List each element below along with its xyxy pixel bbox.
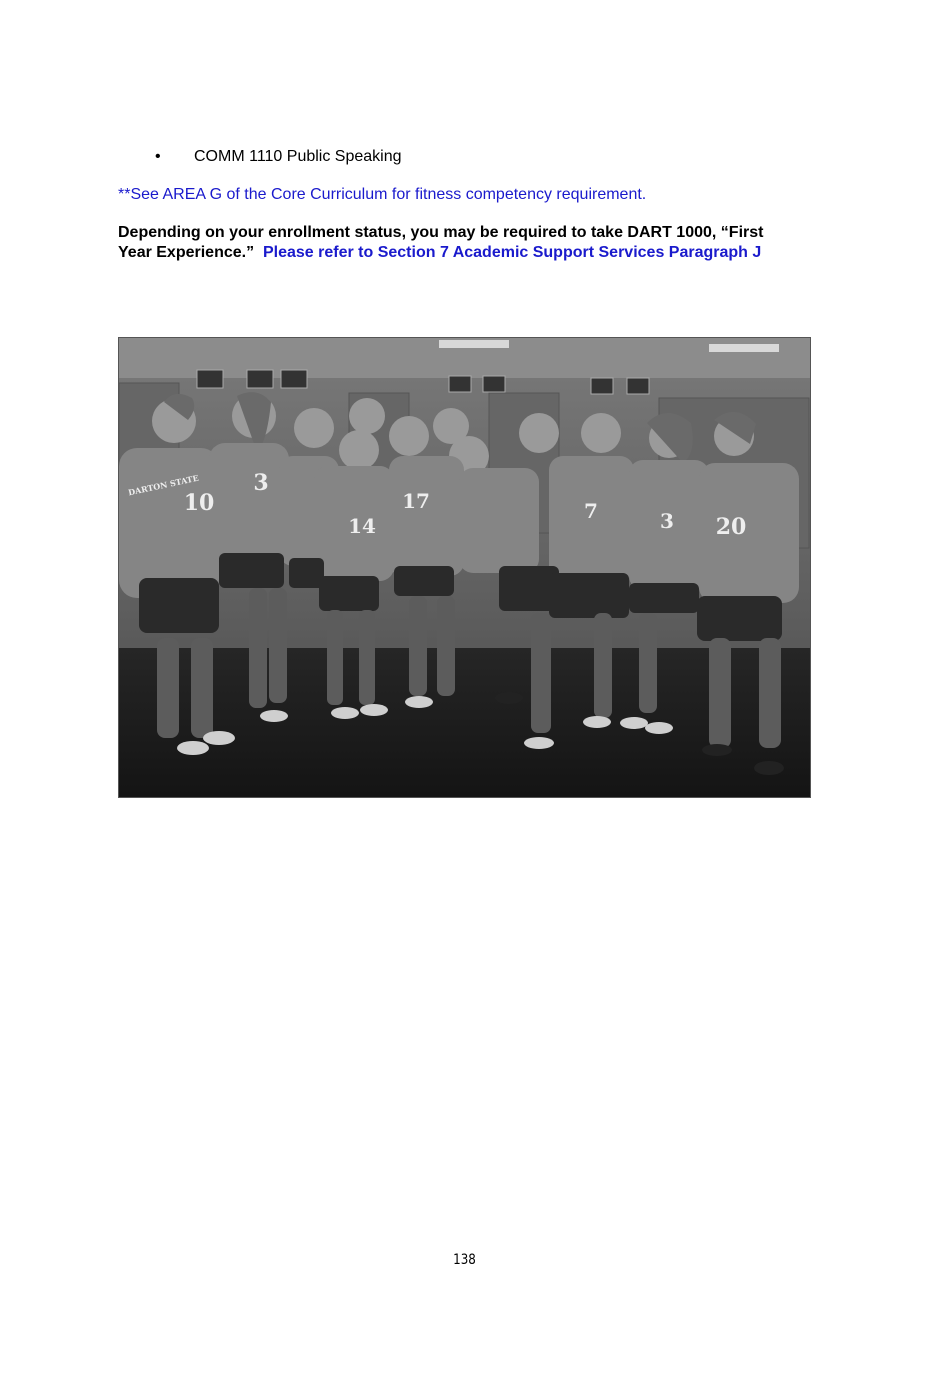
section-reference: Please refer to Section 7 Academic Support Services Paragraph J — [262, 244, 762, 261]
paragraph-line-2 — [118, 243, 818, 263]
team-photo-image — [119, 338, 810, 797]
paragraph-line-2-text: Year Experience.” — [118, 244, 255, 261]
jersey-number-1: 10 — [183, 490, 215, 516]
jersey-label-1: DARTON STATE — [127, 472, 200, 498]
team-photo — [118, 337, 811, 798]
jersey-number-5: 7 — [584, 499, 598, 523]
jersey-number-7: 20 — [715, 514, 747, 540]
bullet-item-text: COMM 1110 Public Speaking — [194, 148, 402, 165]
jersey-number-6: 3 — [660, 509, 674, 533]
bullet-marker: • — [155, 148, 161, 165]
floor — [119, 648, 810, 797]
bullet-item — [155, 147, 402, 167]
enrollment-paragraph — [118, 223, 818, 263]
fitness-note: **See AREA G of the Core Curriculum for fitness competency requirement. — [118, 186, 647, 203]
jersey-number-3: 14 — [348, 514, 376, 538]
jersey-number-2: 3 — [253, 470, 269, 496]
page-number: 138 — [453, 1252, 476, 1268]
paragraph-line-1: Depending on your enrollment status, you may be required to take DART 1000, “First — [118, 224, 764, 241]
jersey-number-4: 17 — [402, 489, 430, 513]
